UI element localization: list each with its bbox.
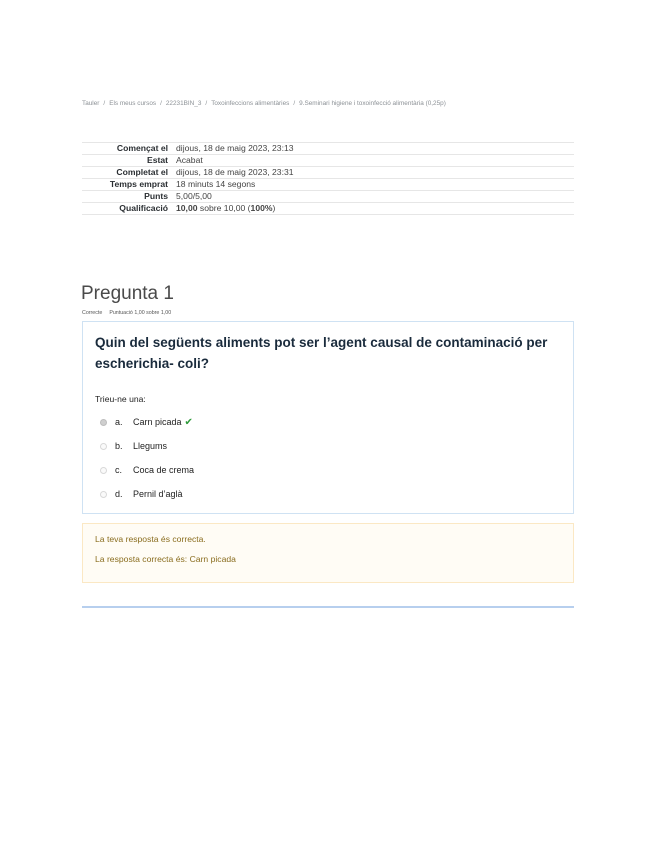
summary-label: Qualificació bbox=[82, 203, 176, 215]
summary-value: dijous, 18 de maig 2023, 23:31 bbox=[176, 167, 574, 179]
breadcrumb-item-dashboard[interactable]: Tauler bbox=[82, 100, 100, 107]
feedback-result: La teva resposta és correcta. bbox=[95, 534, 206, 544]
summary-row-started bbox=[82, 143, 574, 155]
attempt-summary-table bbox=[82, 142, 574, 215]
answer-option-b[interactable] bbox=[95, 434, 561, 458]
summary-label: Començat el bbox=[82, 143, 176, 155]
feedback-box bbox=[82, 523, 574, 583]
answer-prompt: Trieu-ne una: bbox=[95, 394, 146, 404]
option-label: Coca de crema bbox=[133, 465, 195, 475]
option-letter: c. bbox=[115, 465, 123, 475]
radio-button[interactable] bbox=[100, 467, 107, 474]
summary-row-marks bbox=[82, 191, 574, 203]
grade-close: ) bbox=[272, 203, 276, 213]
summary-value: 18 minuts 14 segons bbox=[176, 179, 574, 191]
question-status: Correcte bbox=[82, 310, 103, 316]
answer-options bbox=[95, 410, 561, 506]
option-label: Carn picada bbox=[133, 417, 182, 427]
breadcrumb-item-quiz[interactable]: 9.Seminari higiene i toxoinfecció alimentària (0,25p) bbox=[299, 100, 446, 107]
grade-value: 10,00 bbox=[176, 203, 198, 213]
summary-value: Acabat bbox=[176, 155, 574, 167]
breadcrumb-item-course[interactable]: 22231BIN_3 bbox=[165, 100, 202, 107]
summary-row-state bbox=[82, 155, 574, 167]
summary-value: dijous, 18 de maig 2023, 23:13 bbox=[176, 143, 574, 155]
breadcrumb bbox=[82, 100, 446, 107]
summary-row-completed bbox=[82, 167, 574, 179]
breadcrumb-separator: / bbox=[205, 100, 208, 107]
option-label: Llegums bbox=[133, 441, 168, 451]
question-score: Puntuació 1,00 sobre 1,00 bbox=[109, 310, 172, 316]
summary-row-grade bbox=[82, 203, 574, 215]
option-label: Pernil d’aglà bbox=[133, 489, 183, 499]
summary-label: Estat bbox=[82, 155, 176, 167]
answer-option-d[interactable] bbox=[95, 482, 561, 506]
breadcrumb-separator: / bbox=[293, 100, 296, 107]
option-letter: d. bbox=[115, 489, 123, 499]
summary-row-time-taken bbox=[82, 179, 574, 191]
question-title: Pregunta 1 bbox=[81, 283, 174, 304]
summary-value: 5,00/5,00 bbox=[176, 191, 574, 203]
section-divider bbox=[82, 606, 574, 608]
answer-option-c[interactable] bbox=[95, 458, 561, 482]
breadcrumb-separator: / bbox=[160, 100, 162, 107]
summary-label: Temps emprat bbox=[82, 179, 176, 191]
question-box bbox=[82, 321, 574, 514]
grade-percent: 100% bbox=[250, 203, 273, 213]
grade-out-of: sobre 10,00 ( bbox=[197, 203, 251, 213]
summary-label: Completat el bbox=[82, 167, 176, 179]
radio-button-selected[interactable] bbox=[100, 419, 107, 426]
answer-option-a[interactable] bbox=[95, 410, 561, 434]
feedback-correct-answer: La resposta correcta és: Carn picada bbox=[95, 554, 236, 564]
radio-button[interactable] bbox=[100, 443, 107, 450]
question-text: Quin del següents aliments pot ser l’agent causal de contaminació per escherichia- coli? bbox=[95, 335, 548, 371]
radio-button[interactable] bbox=[100, 491, 107, 498]
question-info bbox=[82, 310, 171, 316]
summary-label: Punts bbox=[82, 191, 176, 203]
breadcrumb-separator: / bbox=[103, 100, 106, 107]
option-letter: b. bbox=[115, 441, 123, 451]
option-letter: a. bbox=[115, 417, 123, 427]
breadcrumb-item-section[interactable]: Toxoinfeccions alimentàries bbox=[211, 100, 290, 107]
check-icon: ✔ bbox=[184, 416, 193, 428]
breadcrumb-item-my-courses[interactable]: Els meus cursos bbox=[109, 100, 157, 107]
summary-value bbox=[176, 203, 574, 215]
